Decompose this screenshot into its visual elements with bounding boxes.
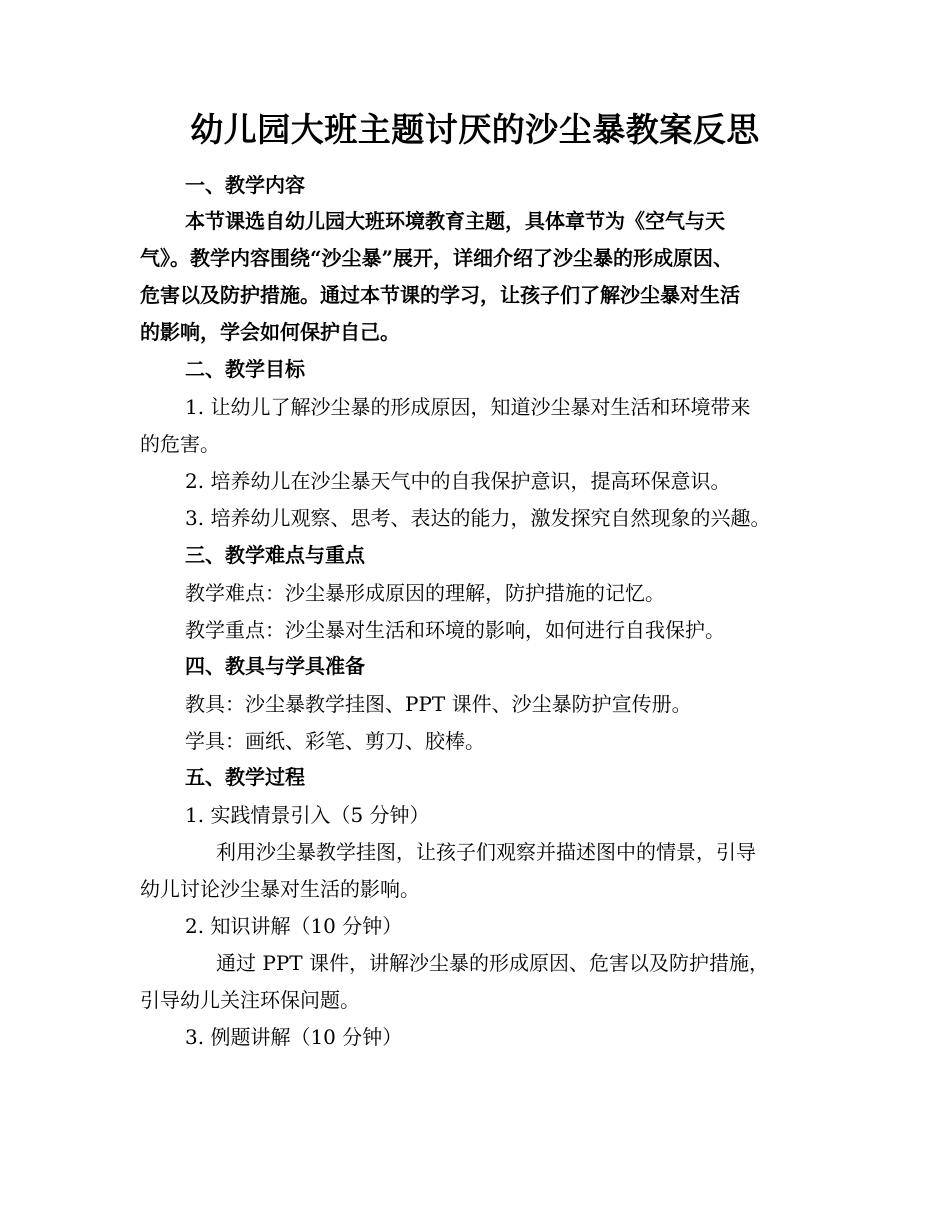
process-step-line: 幼儿讨论沙尘暴对生活的影响。 bbox=[140, 877, 420, 901]
document-title: 幼儿园大班主题讨厌的沙尘暴教案反思 bbox=[190, 110, 760, 149]
section-heading-process: 五、教学过程 bbox=[185, 765, 305, 789]
goal-item-continuation: 的危害。 bbox=[140, 432, 220, 456]
goal-item: 1. 让幼儿了解沙尘暴的形成原因，知道沙尘暴对生活和环境带来 bbox=[185, 395, 751, 419]
content-paragraph-line: 的影响，学会如何保护自己。 bbox=[140, 320, 400, 344]
content-paragraph-line: 本节课选自幼儿园大班环境教育主题，具体章节为《空气与天 bbox=[185, 209, 725, 233]
goal-item: 2. 培养幼儿在沙尘暴天气中的自我保护意识，提高环保意识。 bbox=[185, 469, 731, 493]
section-heading-key-points: 三、教学难点与重点 bbox=[185, 543, 365, 567]
teacher-tools: 教具：沙尘暴教学挂图、PPT 课件、沙尘暴防护宣传册。 bbox=[185, 692, 692, 716]
content-paragraph-line: 气》。教学内容围绕“沙尘暴”展开，详细介绍了沙尘暴的形成原因、 bbox=[140, 246, 734, 270]
process-step-line: 利用沙尘暴教学挂图，让孩子们观察并描述图中的情景，引导 bbox=[216, 840, 756, 864]
process-step-title: 3. 例题讲解（10 分钟） bbox=[185, 1025, 403, 1049]
section-heading-materials: 四、教具与学具准备 bbox=[185, 654, 365, 678]
process-step-title: 2. 知识讲解（10 分钟） bbox=[185, 914, 403, 938]
goal-item: 3. 培养幼儿观察、思考、表达的能力，激发探究自然现象的兴趣。 bbox=[185, 506, 771, 530]
teaching-focus: 教学重点：沙尘暴对生活和环境的影响，如何进行自我保护。 bbox=[185, 618, 725, 642]
section-heading-goals: 二、教学目标 bbox=[185, 357, 305, 381]
process-step-title: 1. 实践情景引入（5 分钟） bbox=[185, 803, 430, 827]
section-heading-content: 一、教学内容 bbox=[185, 173, 305, 197]
content-paragraph-line: 危害以及防护措施。通过本节课的学习，让孩子们了解沙尘暴对生活 bbox=[140, 283, 740, 307]
process-step-line: 引导幼儿关注环保问题。 bbox=[140, 988, 360, 1012]
process-step-line: 通过 PPT 课件，讲解沙尘暴的形成原因、危害以及防护措施， bbox=[216, 951, 769, 975]
teaching-difficulty: 教学难点：沙尘暴形成原因的理解，防护措施的记忆。 bbox=[185, 581, 665, 605]
student-tools: 学具：画纸、彩笔、剪刀、胶棒。 bbox=[185, 729, 485, 753]
